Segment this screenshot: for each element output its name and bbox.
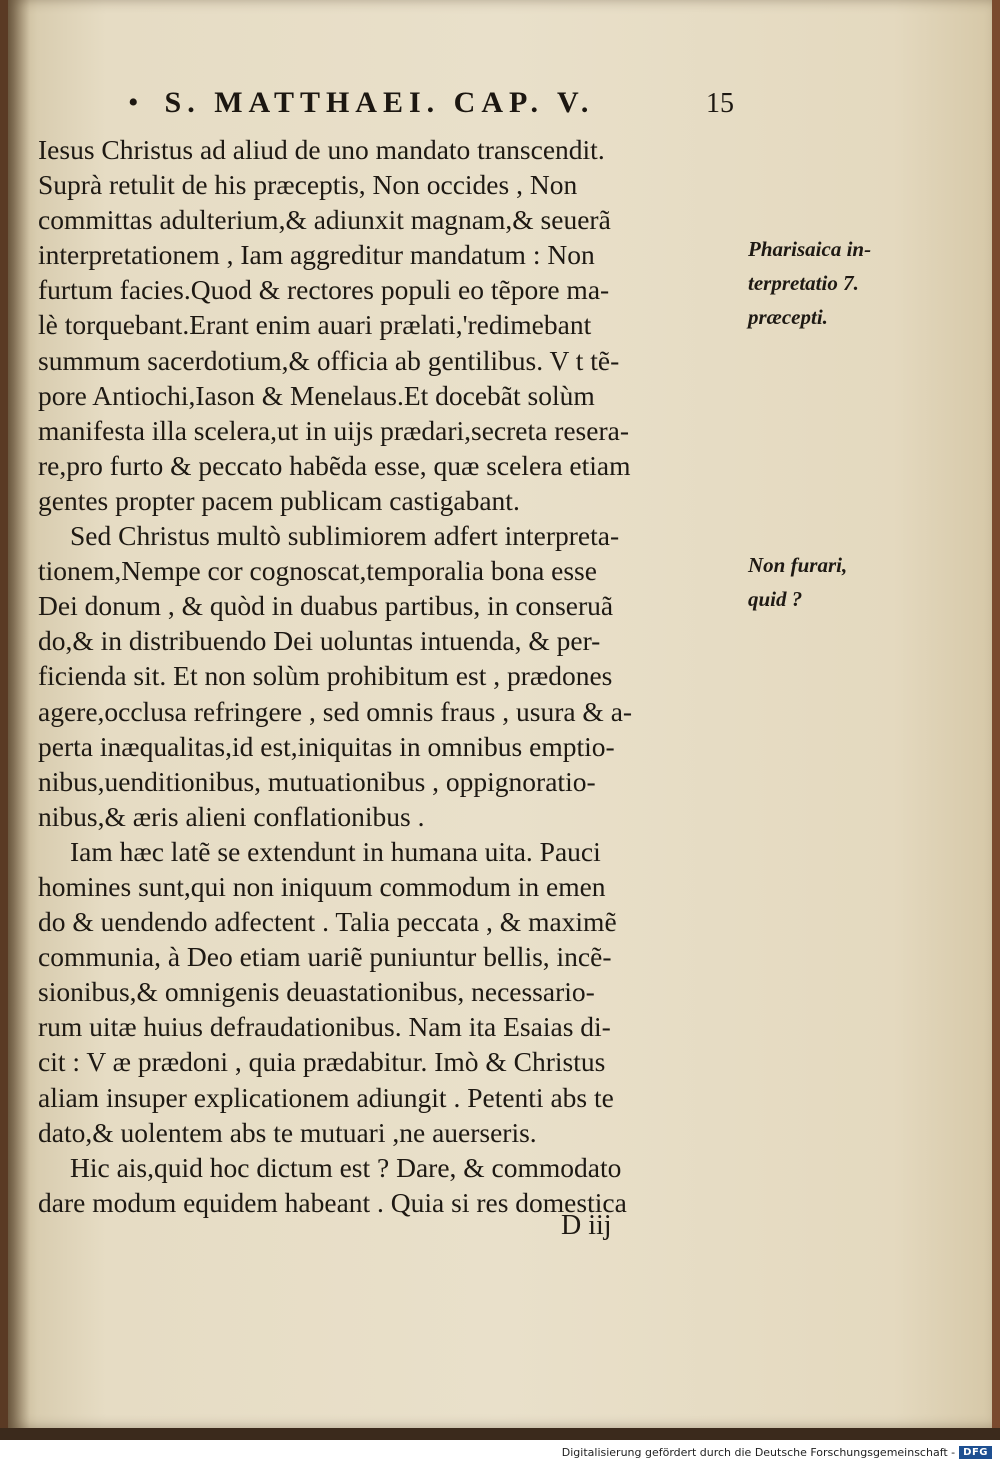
- dfg-logo: DFG: [959, 1446, 992, 1459]
- text-line: homines sunt,qui non iniquum commodum in emen: [38, 870, 606, 902]
- text-line: dare modum equidem habeant . Quia si res domestica: [38, 1186, 627, 1218]
- text-line: cit : V æ prædoni , quia prædabitur. Imò & Christus: [38, 1046, 606, 1078]
- body-text: [38, 132, 748, 1220]
- text-line: perta inæqualitas,id est,iniquitas in omnibus emptio-: [38, 730, 615, 762]
- text-line: tionem,Nempe cor cognoscat,temporalia bona esse: [38, 555, 597, 587]
- text-line: furtum facies.Quod & rectores populi eo tẽpore ma-: [38, 274, 610, 306]
- text-line: Iam hæc latẽ se extendunt in humana uita. Pauci: [70, 835, 601, 867]
- text-line: Hic ais,quid hoc dictum est ? Dare, & commodato: [70, 1151, 622, 1183]
- marginal-note-line: terpretatio 7.: [748, 271, 859, 295]
- text-line: nibus,& æris alieni conflationibus .: [38, 800, 425, 832]
- text-line: manifesta illa scelera,ut in uijs prædari,secreta resera-: [38, 414, 629, 446]
- book-binding-edge: [0, 0, 8, 1440]
- text-line: interpretationem , Iam aggreditur mandatum : Non: [38, 239, 595, 271]
- text-line: communia, à Deo etiam uariẽ puniuntur bellis, incẽ-: [38, 941, 612, 973]
- text-line: rum uitæ huius defraudationibus. Nam ita Esaias di-: [38, 1011, 611, 1043]
- text-line: aliam insuper explicationem adiungit . Petenti abs te: [38, 1081, 614, 1113]
- marginal-note-line: Non furari,: [748, 553, 848, 577]
- header-ornament: •: [128, 86, 145, 119]
- text-line: Suprà retulit de his præceptis, Non occides , Non: [38, 169, 578, 201]
- text-line: pore Antiochi,Iason & Menelaus.Et docebãt solùm: [38, 379, 595, 411]
- catchword-signature: D iij: [561, 1210, 612, 1241]
- text-line: do,& in distribuendo Dei uoluntas intuenda, & per-: [38, 625, 601, 657]
- book-page: [8, 0, 992, 1428]
- text-line: Sed Christus multò sublimiorem adfert interpreta-: [70, 520, 620, 552]
- marginal-note-line: præcepti.: [748, 305, 828, 329]
- folio-number: 15: [706, 88, 734, 119]
- marginal-note-line: Pharisaica in-: [748, 237, 872, 261]
- text-line: dato,& uolentem abs te mutuari ,ne auerseris.: [38, 1116, 537, 1148]
- text-line: Dei donum , & quòd in duabus partibus, in conseruã: [38, 590, 614, 622]
- text-line: re,pro furto & peccato habẽda esse, quæ scelera etiam: [38, 449, 631, 481]
- marginal-note-line: quid ?: [748, 587, 803, 611]
- text-line: do & uendendo adfectent . Talia peccata , & maximẽ: [38, 906, 617, 938]
- text-line: ficienda sit. Et non solùm prohibitum est , prædones: [38, 660, 613, 692]
- text-line: gentes propter pacem publicam castigabant.: [38, 484, 520, 516]
- marginal-note-pharisaic: [748, 232, 898, 334]
- scan-bottom-edge: [0, 1428, 1000, 1440]
- running-header: [128, 86, 728, 126]
- digitization-credit: [562, 1441, 992, 1463]
- text-line: lè torquebant.Erant enim auari prælati,'redimebant: [38, 309, 592, 341]
- text-line: Iesus Christus ad aliud de uno mandato transcendit.: [38, 134, 605, 165]
- running-title: S. MATTHAEI. CAP. V.: [164, 86, 595, 119]
- marginal-note-non-furari: [748, 548, 898, 616]
- credit-text: Digitalisierung gefördert durch die Deutsche Forschungsgemeinschaft -: [561, 1445, 956, 1459]
- text-line: sionibus,& omnigenis deuastationibus, necessario-: [38, 976, 595, 1008]
- text-line: committas adulterium,& adiunxit magnam,& seuerã: [38, 204, 611, 236]
- text-line: nibus,uenditionibus, mutuationibus , oppignoratio-: [38, 765, 596, 797]
- text-line: summum sacerdotium,& officia ab gentilibus. V t tẽ-: [38, 344, 620, 376]
- text-line: agere,occlusa refringere , sed omnis fraus , usura & a-: [38, 695, 633, 727]
